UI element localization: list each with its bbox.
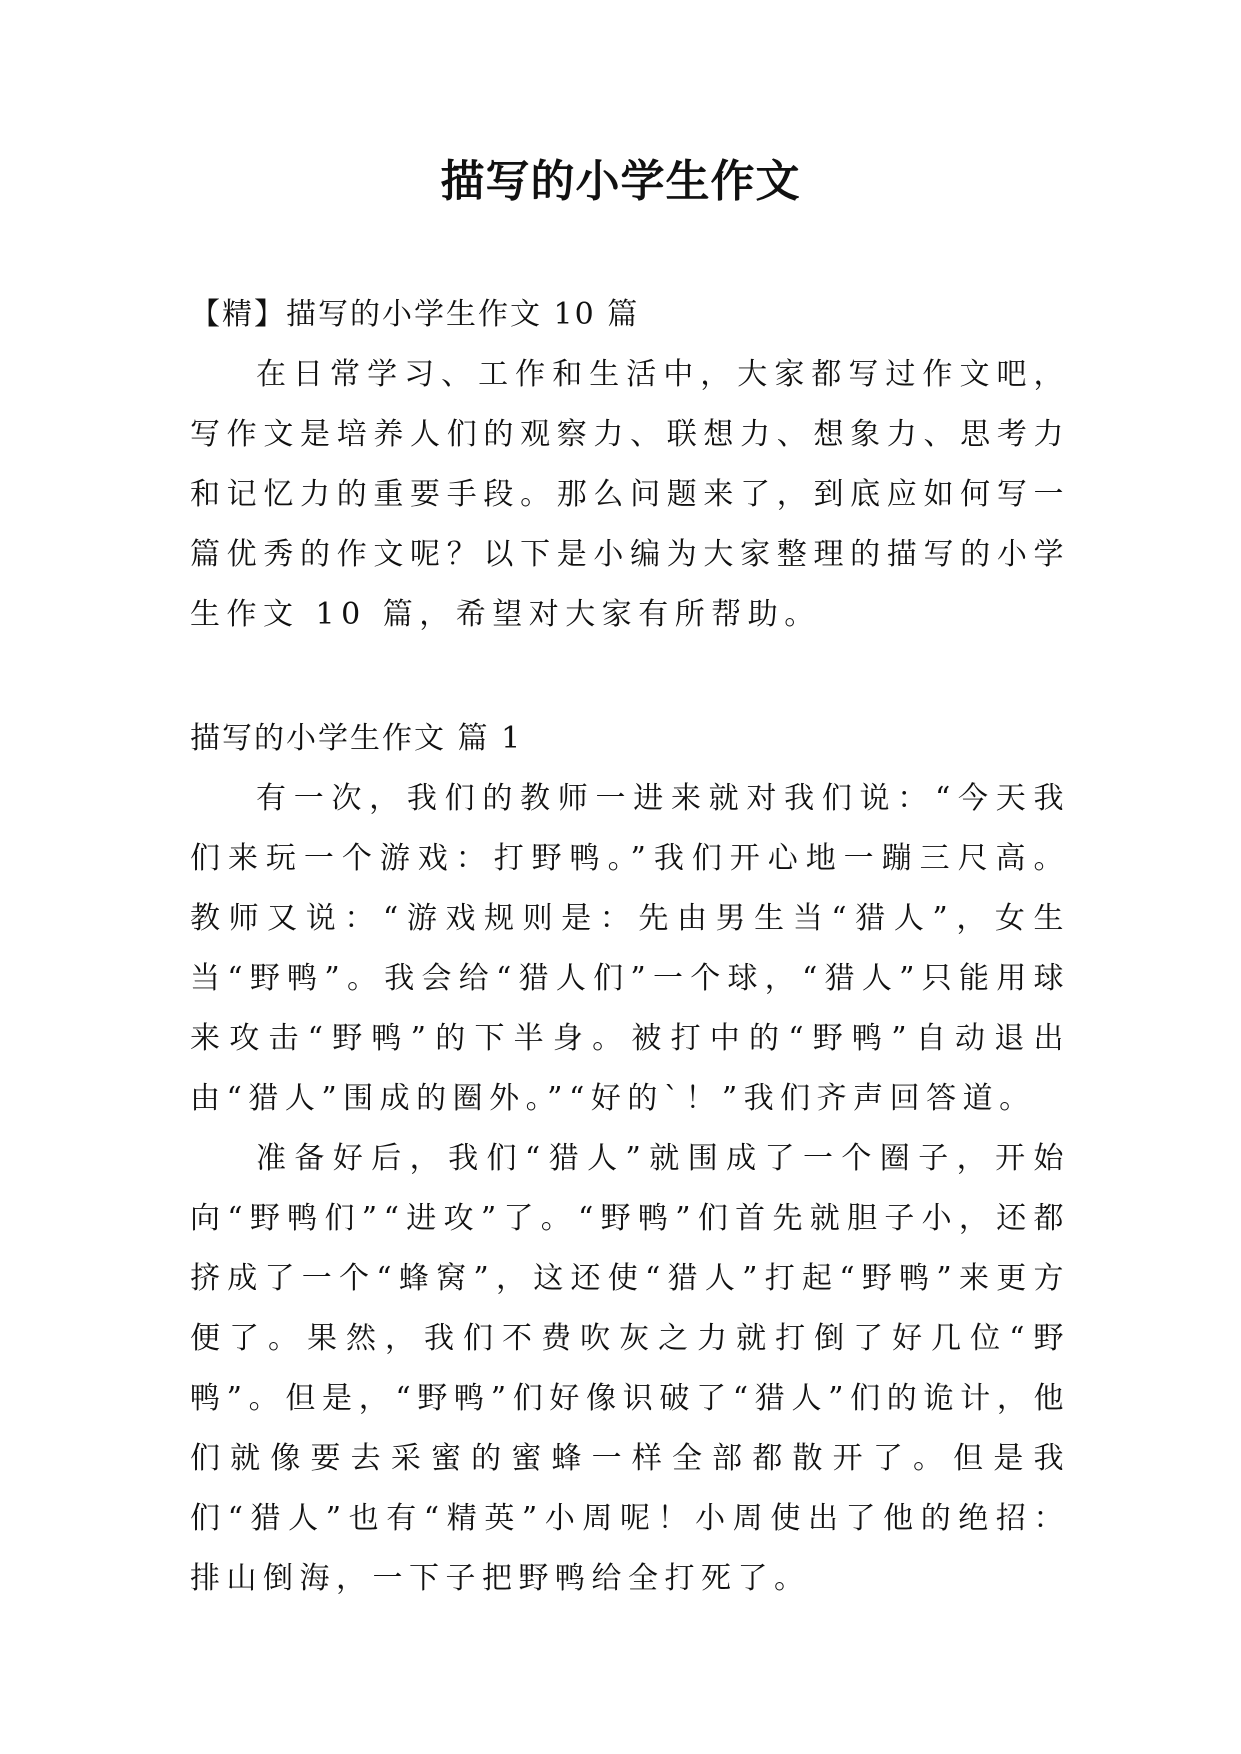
document-body — [190, 285, 1070, 1609]
section-title: 描写的小学生作文 篇 1 — [190, 721, 523, 756]
body-paragraph-1: 有一次，我们的教师一进来就对我们说：“今天我们来玩一个游戏：打野鸭。”我们开心地一蹦三尺高。教师又说：“游戏规则是：先由男生当“猎人”，女生当“野鸭”。我会给“猎人们”一个球，“猎人”只能用球来攻击“野鸭”的下半身。被打中的“野鸭”自动退出由“猎人”围成的圈外。”“好的`！”我们齐声回答道。 — [190, 781, 1070, 1116]
document-title: 描写的小学生作文 — [440, 156, 801, 207]
body-paragraph-2: 准备好后，我们“猎人”就围成了一个圈子，开始向“野鸭们”“进攻”了。“野鸭”们首先就胆子小，还都挤成了一个“蜂窝”，这还使“猎人”打起“野鸭”来更方便了。果然，我们不费吹灰之力就打倒了好几位“野鸭”。但是，“野鸭”们好像识破了“猎人”们的诡计，他们就像要去采蜜的蜜蜂一样全部都散开了。但是我们“猎人”也有“精英”小周呢！小周使出了他的绝招：排山倒海，一下子把野鸭给全打死了。 — [190, 1141, 1070, 1596]
intro-paragraph: 在日常学习、工作和生活中，大家都写过作文吧，写作文是培养人们的观察力、联想力、想象力、思考力和记忆力的重要手段。那么问题来了，到底应如何写一篇优秀的作文呢？以下是小编为大家整理的描写的小学生作文 10 篇，希望对大家有所帮助。 — [190, 357, 1070, 632]
section-spacer — [190, 645, 1070, 709]
document-subtitle: 【精】描写的小学生作文 10 篇 — [190, 297, 640, 332]
